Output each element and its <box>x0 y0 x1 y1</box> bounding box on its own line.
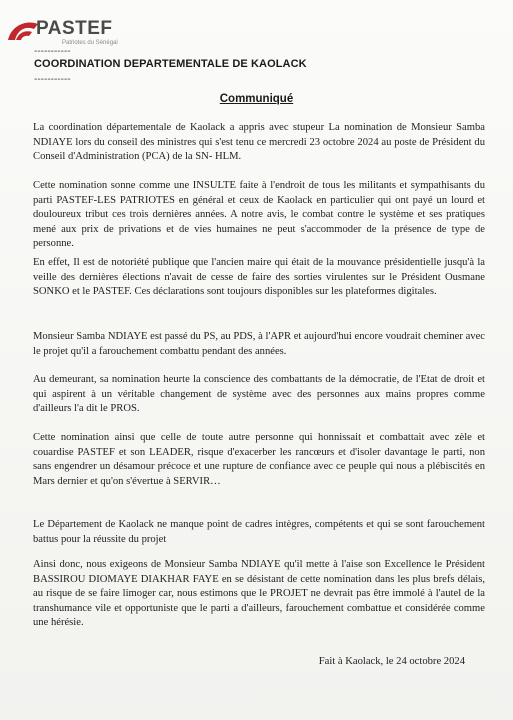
paragraph-3: En effet, Il est de notoriété publique que l'ancien maire qui était de la mouvance présidentielle jusqu'à la veille des dernières élections n'avait de cesse de faire des sorties virulentes sur le Président Ousmane SONKO et le PASTEF. Ces déclarations sont toujours disponibles sur les plateformes digitales. <box>33 257 485 298</box>
signoff-place-date: Fait à Kaolack, le 24 octobre 2024 <box>318 656 465 667</box>
communique-heading: Communiqué <box>219 93 294 105</box>
pastef-logo <box>6 18 146 48</box>
paragraph-7: Le Département de Kaolack ne manque point de cadres intègres, compétents et qui se sont farouchement battus pour la réussite du projet <box>33 519 485 545</box>
paragraph-5: Au demeurant, sa nomination heurte la conscience des combattants de la démocratie, de l'Etat de droit et qui aspirent à un véritable changement de système avec des personnes aux mains propres comme d'ailleurs l'a dit le PROS. <box>33 374 485 415</box>
separator-dash-top: ----------- <box>34 46 71 57</box>
paragraph-8: Ainsi donc, nous exigeons de Monsieur Samba NDIAYE qu'il mette à l'aise son Excellence le Président BASSIROU DIOMAYE DIAKHAR FAYE en se désistant de cette nomination dans les plus brefs délais, au risque de se faire limoger car, nous estimons que le PROJET ne devrait pas être immolé à l'autel de la transhumance vile et opportuniste que le parti a d'ailleurs, farouchement combattue et considérée comme une hérésie. <box>33 559 485 629</box>
paragraph-4: Monsieur Samba NDIAYE est passé du PS, au PDS, à l'APR et aujourd'hui encore voudrait cheminer avec le projet qu'il a farouchement combattu pendant des années. <box>33 331 485 357</box>
pastef-emblem-icon <box>6 20 40 44</box>
paragraph-6: Cette nomination ainsi que celle de toute autre personne qui honnissait et combattait avec zèle et couardise PASTEF et son LEADER, risque d'exacerber les rancœurs et d'isoler davantage le parti, non sans engendrer un désamour précoce et une rupture de confiance avec ce peuple qui nous a plébiscités en Mars dernier et qu'on s'évertue à SERVIR… <box>33 432 485 487</box>
paragraph-1: La coordination départementale de Kaolack a appris avec stupeur La nomination de Monsieur Samba NDIAYE lors du conseil des ministres qui s'est tenu ce mercredi 23 octobre 2024 au poste de Président du Conseil d'Administration (PCA) de la SN- HLM. <box>33 122 485 163</box>
logo-wordmark: PASTEF <box>36 18 113 39</box>
paragraph-2: Cette nomination sonne comme une INSULTE faite à l'endroit de tous les militants et sympathisants du parti PASTEF-LES PATRIOTES en général et ceux de Kaolack en particulier qui ont payé un lourd et douloureux tribut ces trois dernières années. A notre avis, le combat contre le système et ses pratiques mené aux prix de privations et de vies humaines ne peut s'accommoder de la présence de type de personne. <box>33 180 485 250</box>
coordination-title: COORDINATION DEPARTEMENTALE DE KAOLACK <box>34 58 307 70</box>
logo-tagline: Patriotes du Sénégal <box>62 40 118 46</box>
separator-dash-bottom: ----------- <box>34 74 71 85</box>
